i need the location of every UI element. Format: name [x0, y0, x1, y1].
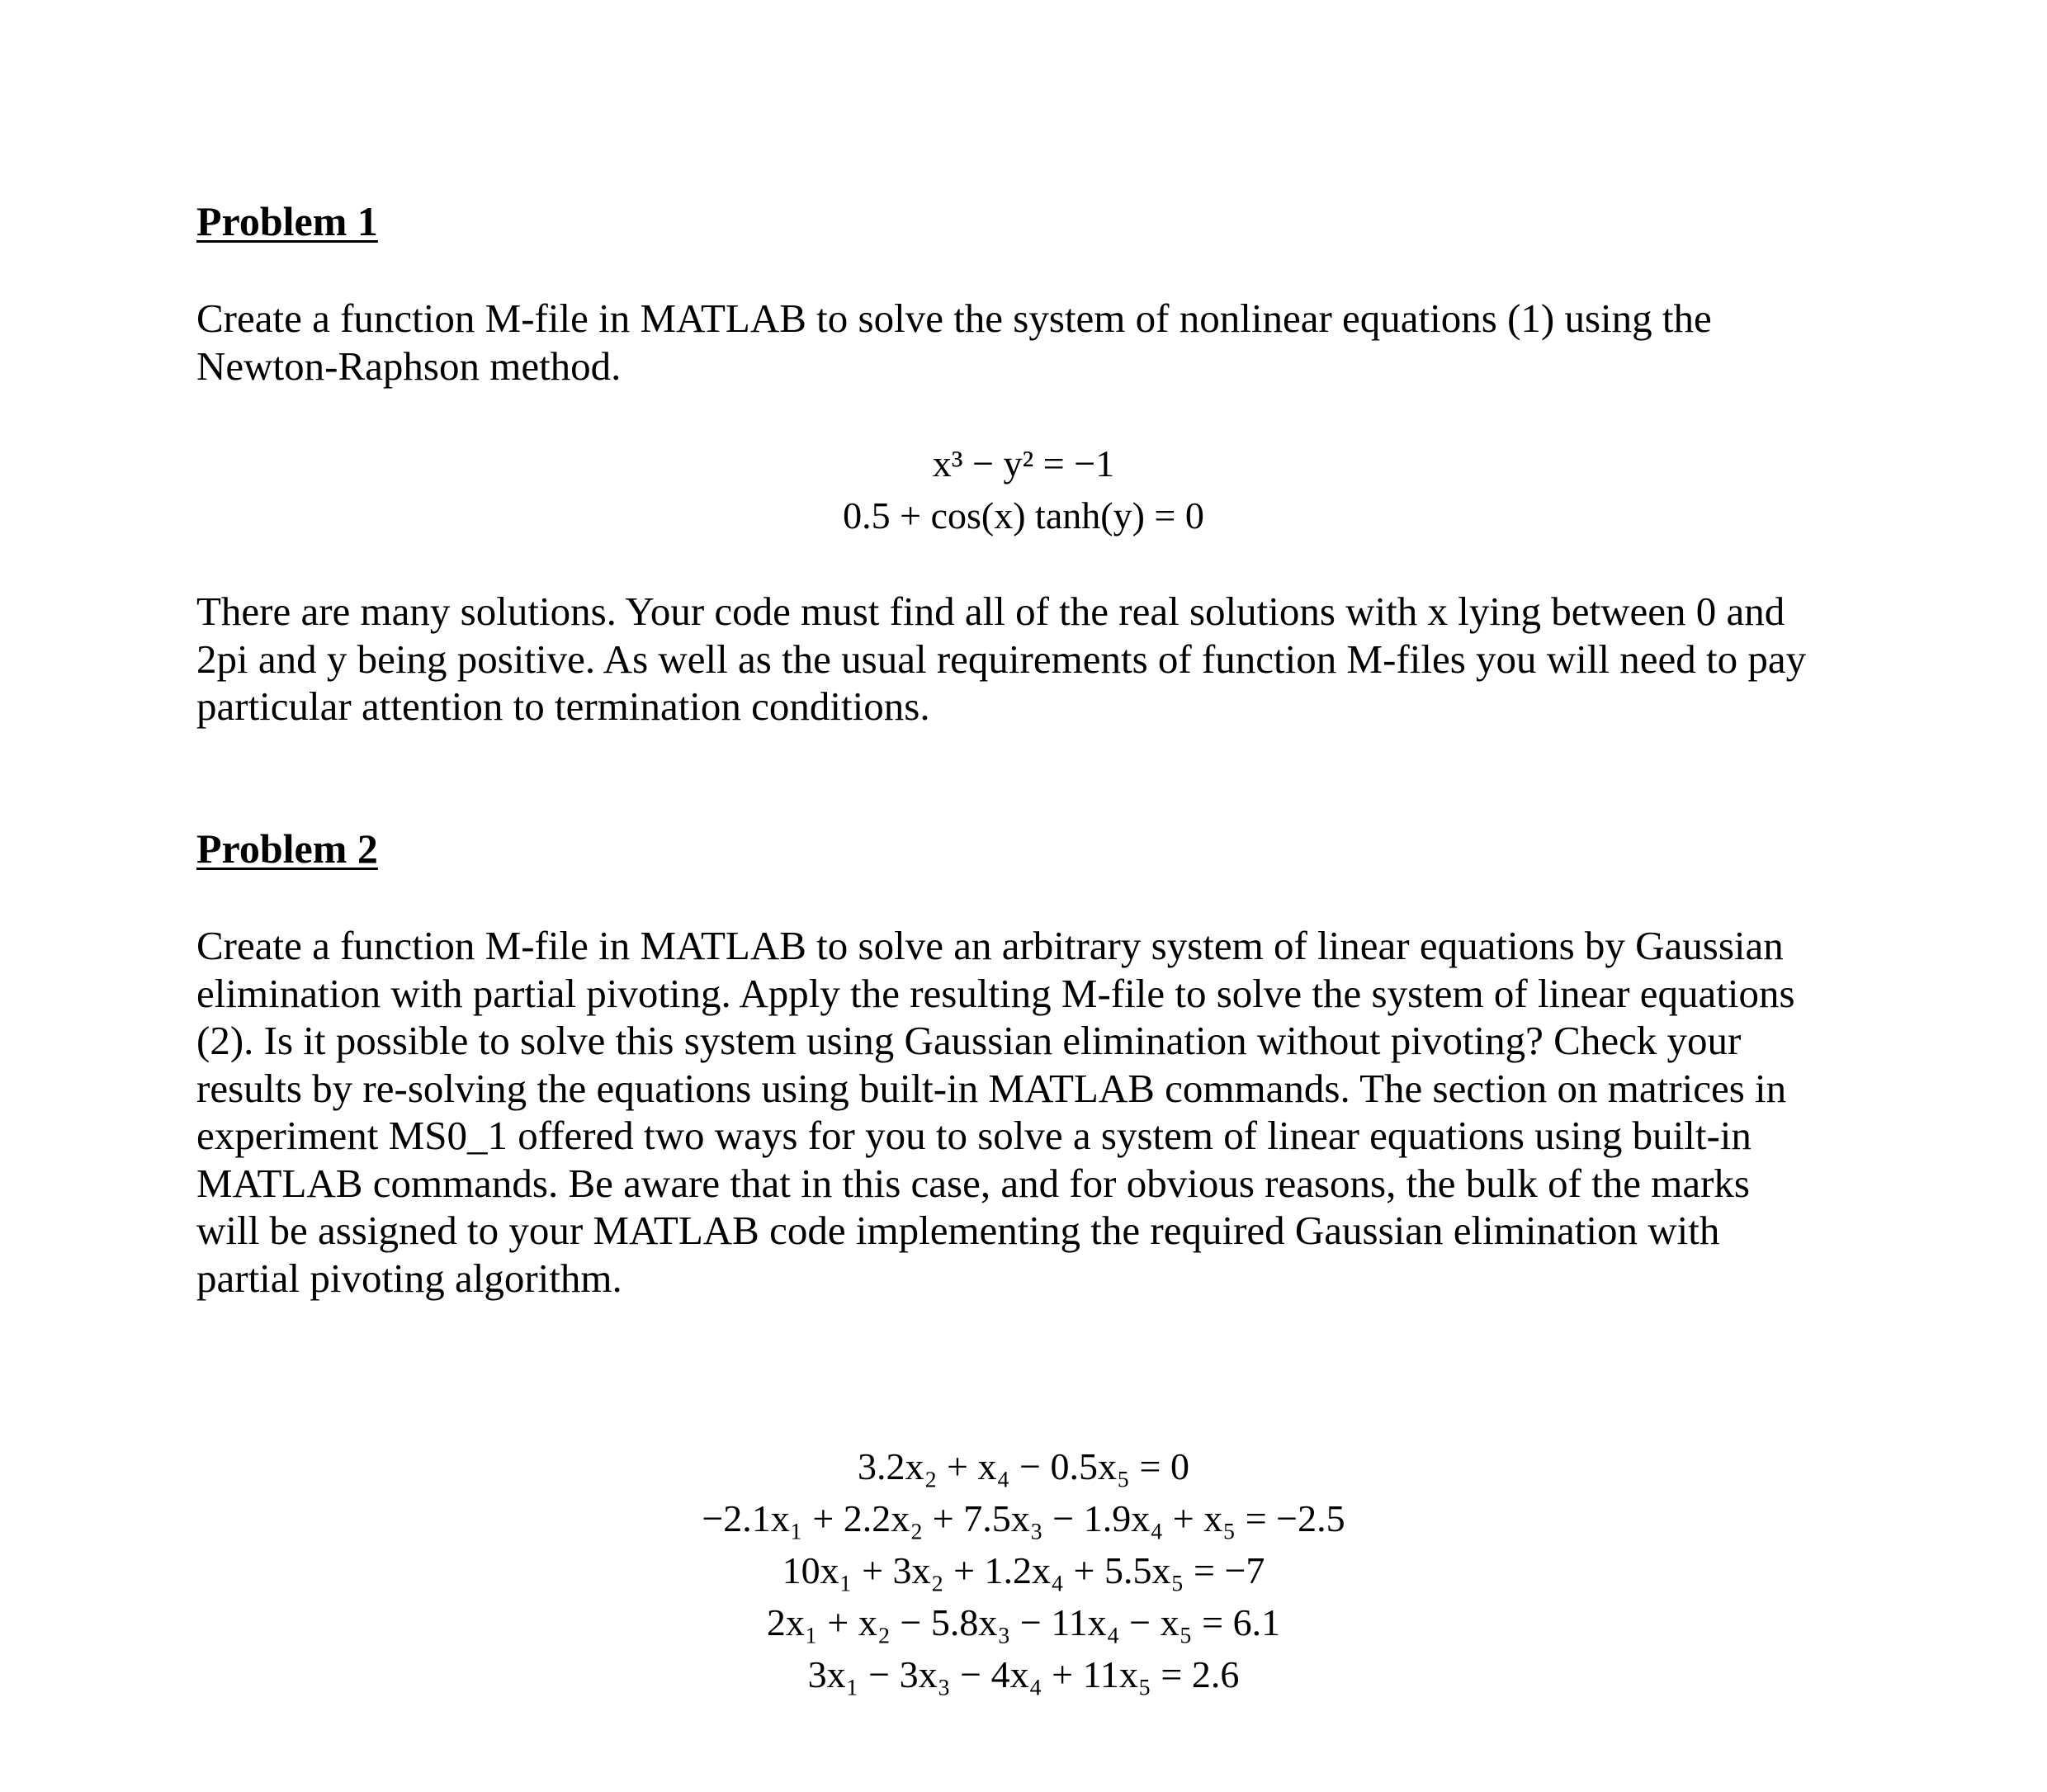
problem-2-body	[196, 922, 1872, 1302]
problem-1-heading: Problem 1	[196, 198, 378, 244]
problem-1-intro-line-1: Create a function M-file in MATLAB to solve the system of nonlinear equations (1) using the	[196, 296, 1712, 341]
equation-1-2: 0.5 + cos(x) tanh(y) = 0	[843, 494, 1204, 537]
problem-2-body-line-8: partial pivoting algorithm.	[196, 1255, 622, 1301]
problem-1-detail-line-2: 2pi and y being positive. As well as the usual requirements of function M-files you will need to pay	[196, 636, 1807, 682]
problem-1-detail-line-1: There are many solutions. Your code must find all of the real solutions with x lying between 0 and	[196, 589, 1785, 634]
problem-1-detail-line-3: particular attention to termination conditions.	[196, 683, 930, 729]
problem-2-body-line-4: results by re-solving the equations using built-in MATLAB commands. The section on matrices in	[196, 1065, 1787, 1111]
equation-2-1: 3.2x₂ + x₄ − 0.5x₅ = 0	[858, 1445, 1189, 1487]
equation-2-5: 3x₁ − 3x₃ − 4x₄ + 11x₅ = 2.6	[807, 1653, 1240, 1695]
problem-2-heading: Problem 2	[196, 825, 378, 872]
problem-2-body-line-7: will be assigned to your MATLAB code implementing the required Gaussian elimination with	[196, 1208, 1720, 1253]
equation-2-2: −2.1x₁ + 2.2x₂ + 7.5x₃ − 1.9x₄ + x₅ = −2.5	[702, 1497, 1345, 1539]
equation-1-1: x³ − y² = −1	[932, 442, 1115, 485]
problem-2-body-line-1: Create a function M-file in MATLAB to solve an arbitrary system of linear equations by Gaussian	[196, 923, 1784, 968]
problem-1-intro-line-2: Newton-Raphson method.	[196, 343, 622, 389]
problem-1-details	[196, 588, 1872, 731]
problem-2-body-line-5: experiment MS0_1 offered two ways for you to solve a system of linear equations using built-in	[196, 1113, 1752, 1158]
problem-1-equation-system	[0, 437, 2047, 541]
problem-2-body-line-3: (2). Is it possible to solve this system using Gaussian elimination without pivoting? Check your	[196, 1018, 1742, 1063]
equation-2-4: 2x₁ + x₂ − 5.8x₃ − 11x₄ − x₅ = 6.1	[766, 1601, 1281, 1643]
problem-1-intro	[196, 295, 1872, 390]
equation-2-3: 10x₁ + 3x₂ + 1.2x₄ + 5.5x₅ = −7	[782, 1549, 1265, 1591]
problem-2-body-line-6: MATLAB commands. Be aware that in this case, and for obvious reasons, the bulk of the marks	[196, 1160, 1751, 1206]
problem-2-equation-system	[0, 1440, 2047, 1700]
problem-2-body-line-2: elimination with partial pivoting. Apply the resulting M-file to solve the system of linear equations	[196, 970, 1795, 1016]
